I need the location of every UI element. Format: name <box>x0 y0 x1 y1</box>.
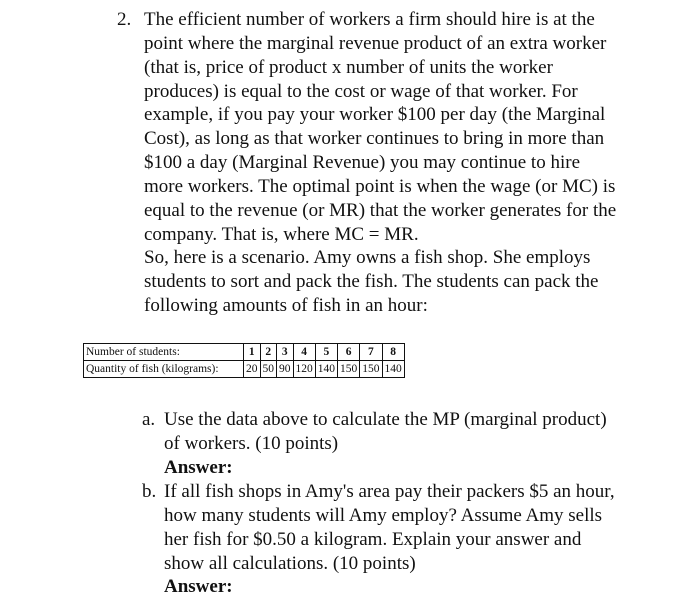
question-body <box>144 8 622 318</box>
quantity-cell: 90 <box>277 361 294 378</box>
part-b <box>142 480 622 599</box>
question-paragraph-1: The efficient number of workers a firm should hire is at the point where the marginal revenue product of an extra worker (that is, price of product x number of units the worker produces) is equal to the cost or wage of that worker. For example, if you pay your worker $100 per day (the Marginal Cost), as long as that worker continues to bring in more than $100 a day (Marginal Revenue) you may continue to hire more workers. The optimal point is when the wage (or MC) is equal to the revenue (or MR) that the worker generates for the company. That is, where MC = MR. <box>144 9 617 245</box>
part-b-letter: b. <box>142 481 157 502</box>
students-row <box>84 344 405 361</box>
students-cell: 5 <box>315 344 337 361</box>
students-row-label: Number of students: <box>84 344 244 361</box>
students-cell: 2 <box>260 344 277 361</box>
part-a <box>142 408 622 480</box>
quantity-cell: 20 <box>244 361 261 378</box>
quantity-cell: 120 <box>293 361 315 378</box>
part-a-answer-label: Answer: <box>164 456 233 478</box>
quantity-row <box>84 361 405 378</box>
students-cell: 4 <box>293 344 315 361</box>
part-a-letter: a. <box>142 409 156 430</box>
quantity-cell: 150 <box>338 361 360 378</box>
quantity-row-label: Quantity of fish (kilograms): <box>84 361 244 378</box>
part-a-text: Use the data above to calculate the MP (marginal product) of workers. (10 points) <box>164 409 607 454</box>
part-b-text: If all fish shops in Amy's area pay their packers $5 an hour, how many students will Amy employ? Assume Amy sells her fish for $0.50 a kilogram. Explain your answer and show all calculations. (10 points) <box>164 481 615 574</box>
students-cell: 8 <box>382 344 404 361</box>
part-b-answer-label: Answer: <box>164 576 233 598</box>
question-paragraph-2: So, here is a scenario. Amy owns a fish shop. She employs students to sort and pack the fish. The students can pack the following amounts of fish in an hour: <box>144 247 599 317</box>
students-cell: 7 <box>360 344 382 361</box>
students-cell: 1 <box>244 344 261 361</box>
students-cell: 6 <box>338 344 360 361</box>
students-cell: 3 <box>277 344 294 361</box>
quantity-cell: 50 <box>260 361 277 378</box>
quantity-cell: 140 <box>315 361 337 378</box>
fish-data-table <box>83 343 405 378</box>
question-number: 2. <box>117 9 132 30</box>
quantity-cell: 140 <box>382 361 404 378</box>
quantity-cell: 150 <box>360 361 382 378</box>
